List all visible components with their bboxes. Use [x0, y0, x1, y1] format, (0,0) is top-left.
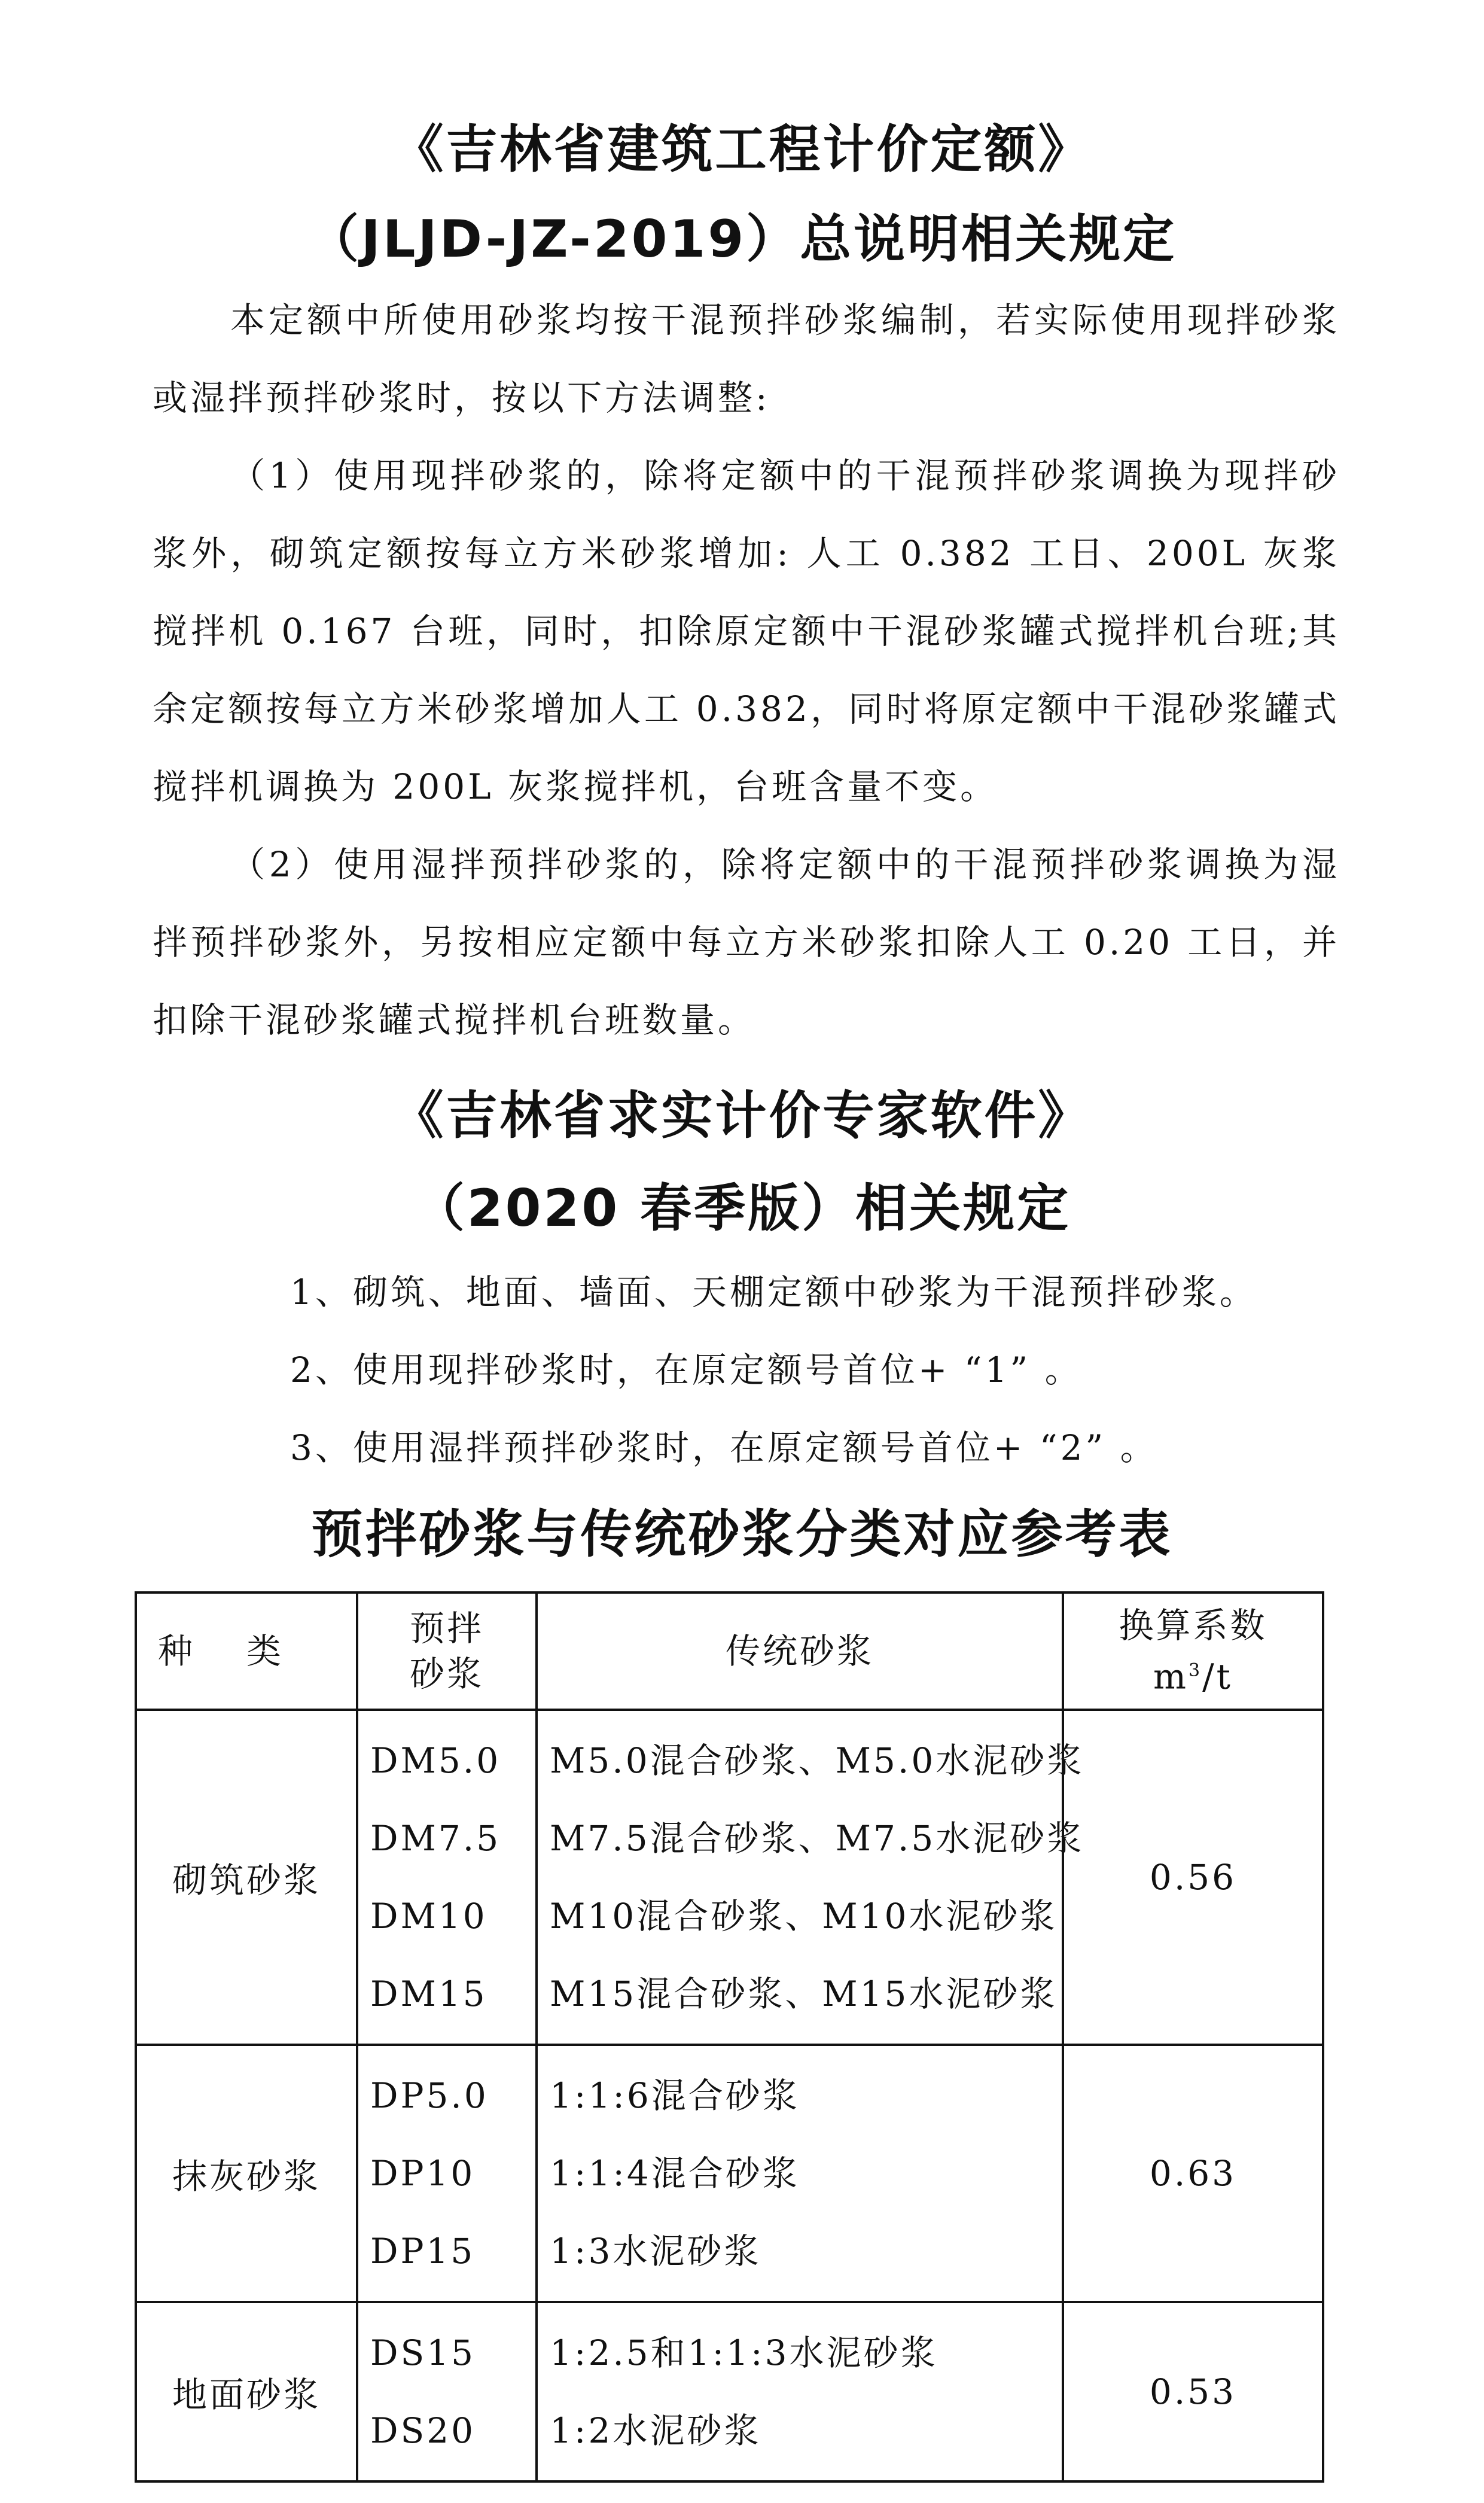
table-header-row	[136, 1592, 1323, 1710]
rule2-paragraph: （2）使用湿拌预拌砂浆的，除将定额中的干混预拌砂浆调换为湿拌预拌砂浆外，另按相应定额中每立方米砂浆扣除人工 0.20 工日，并扣除干混砂浆罐式搅拌机台班数量。	[153, 844, 1340, 1040]
table-title: 预拌砂浆与传统砂浆分类对应参考表	[311, 1505, 1173, 1564]
row-premix-list: DM5.0 DM7.5 DM10 DM15	[357, 1710, 537, 2045]
row-coefficient: 0.56	[1063, 1710, 1323, 2045]
row-traditional-list: 1:2.5和1:1:3水泥砂浆 1:2水泥砂浆	[537, 2302, 1063, 2481]
header-coefficient: 换算系数 $m^3/t$	[1063, 1592, 1323, 1710]
intro-paragraph: 本定额中所使用砂浆均按干混预拌砂浆编制，若实际使用现拌砂浆或湿拌预拌砂浆时，按以下方法调整:	[153, 300, 1340, 418]
row-premix-list: DS15 DS20	[357, 2302, 537, 2481]
section1-title-line1: 《吉林省建筑工程计价定额》	[392, 120, 1092, 179]
row-category: 抹灰砂浆	[136, 2045, 357, 2302]
row-traditional-list: 1:1:6混合砂浆 1:1:4混合砂浆 1:3水泥砂浆	[537, 2045, 1063, 2302]
reference-table	[135, 1591, 1324, 2483]
table-row	[136, 2302, 1323, 2481]
row-premix-list: DP5.0 DP10 DP15	[357, 2045, 537, 2302]
row-coefficient: 0.63	[1063, 2045, 1323, 2302]
header-premix: 预拌 砂浆	[357, 1592, 537, 1710]
header-category: 种类	[136, 1592, 357, 1710]
section2-title-line1: 《吉林省求实计价专家软件》	[392, 1086, 1092, 1146]
row-category: 地面砂浆	[136, 2302, 357, 2481]
header-traditional: 传统砂浆	[537, 1592, 1063, 1710]
software-rule-2: 2、使用现拌砂浆时，在原定额号首位+ “1” 。	[290, 1350, 1083, 1390]
table-row	[136, 1710, 1323, 2045]
rule1-paragraph: （1）使用现拌砂浆的，除将定额中的干混预拌砂浆调换为现拌砂浆外，砌筑定额按每立方米砂浆增加: 人工 0.382 工日、200L 灰浆搅拌机 0.167 台班，同时，扣除原定额中干混砂浆罐式搅拌机台班;其余定额按每立方米砂浆增加人工 0.382，同时将原定额中干混砂浆罐式搅拌机调换为 200L 灰浆搅拌机，台班含量不变。	[153, 455, 1340, 807]
software-rule-1: 1、砌筑、地面、墙面、天棚定额中砂浆为干混预拌砂浆。	[290, 1272, 1257, 1313]
row-coefficient: 0.53	[1063, 2302, 1323, 2481]
table-row	[136, 2045, 1323, 2302]
section1-title-line2: （JLJD-JZ-2019）总说明相关规定	[307, 209, 1177, 269]
row-category: 砌筑砂浆	[136, 1710, 357, 2045]
row-traditional-list: M5.0混合砂浆、M5.0水泥砂浆 M7.5混合砂浆、M7.5水泥砂浆 M10混合砂浆、M10水泥砂浆 M15混合砂浆、M15水泥砂浆	[537, 1710, 1063, 2045]
software-rule-3: 3、使用湿拌预拌砂浆时，在原定额号首位+ “2” 。	[290, 1427, 1158, 1468]
section2-title-line2: （2020 春季版）相关规定	[413, 1179, 1071, 1238]
